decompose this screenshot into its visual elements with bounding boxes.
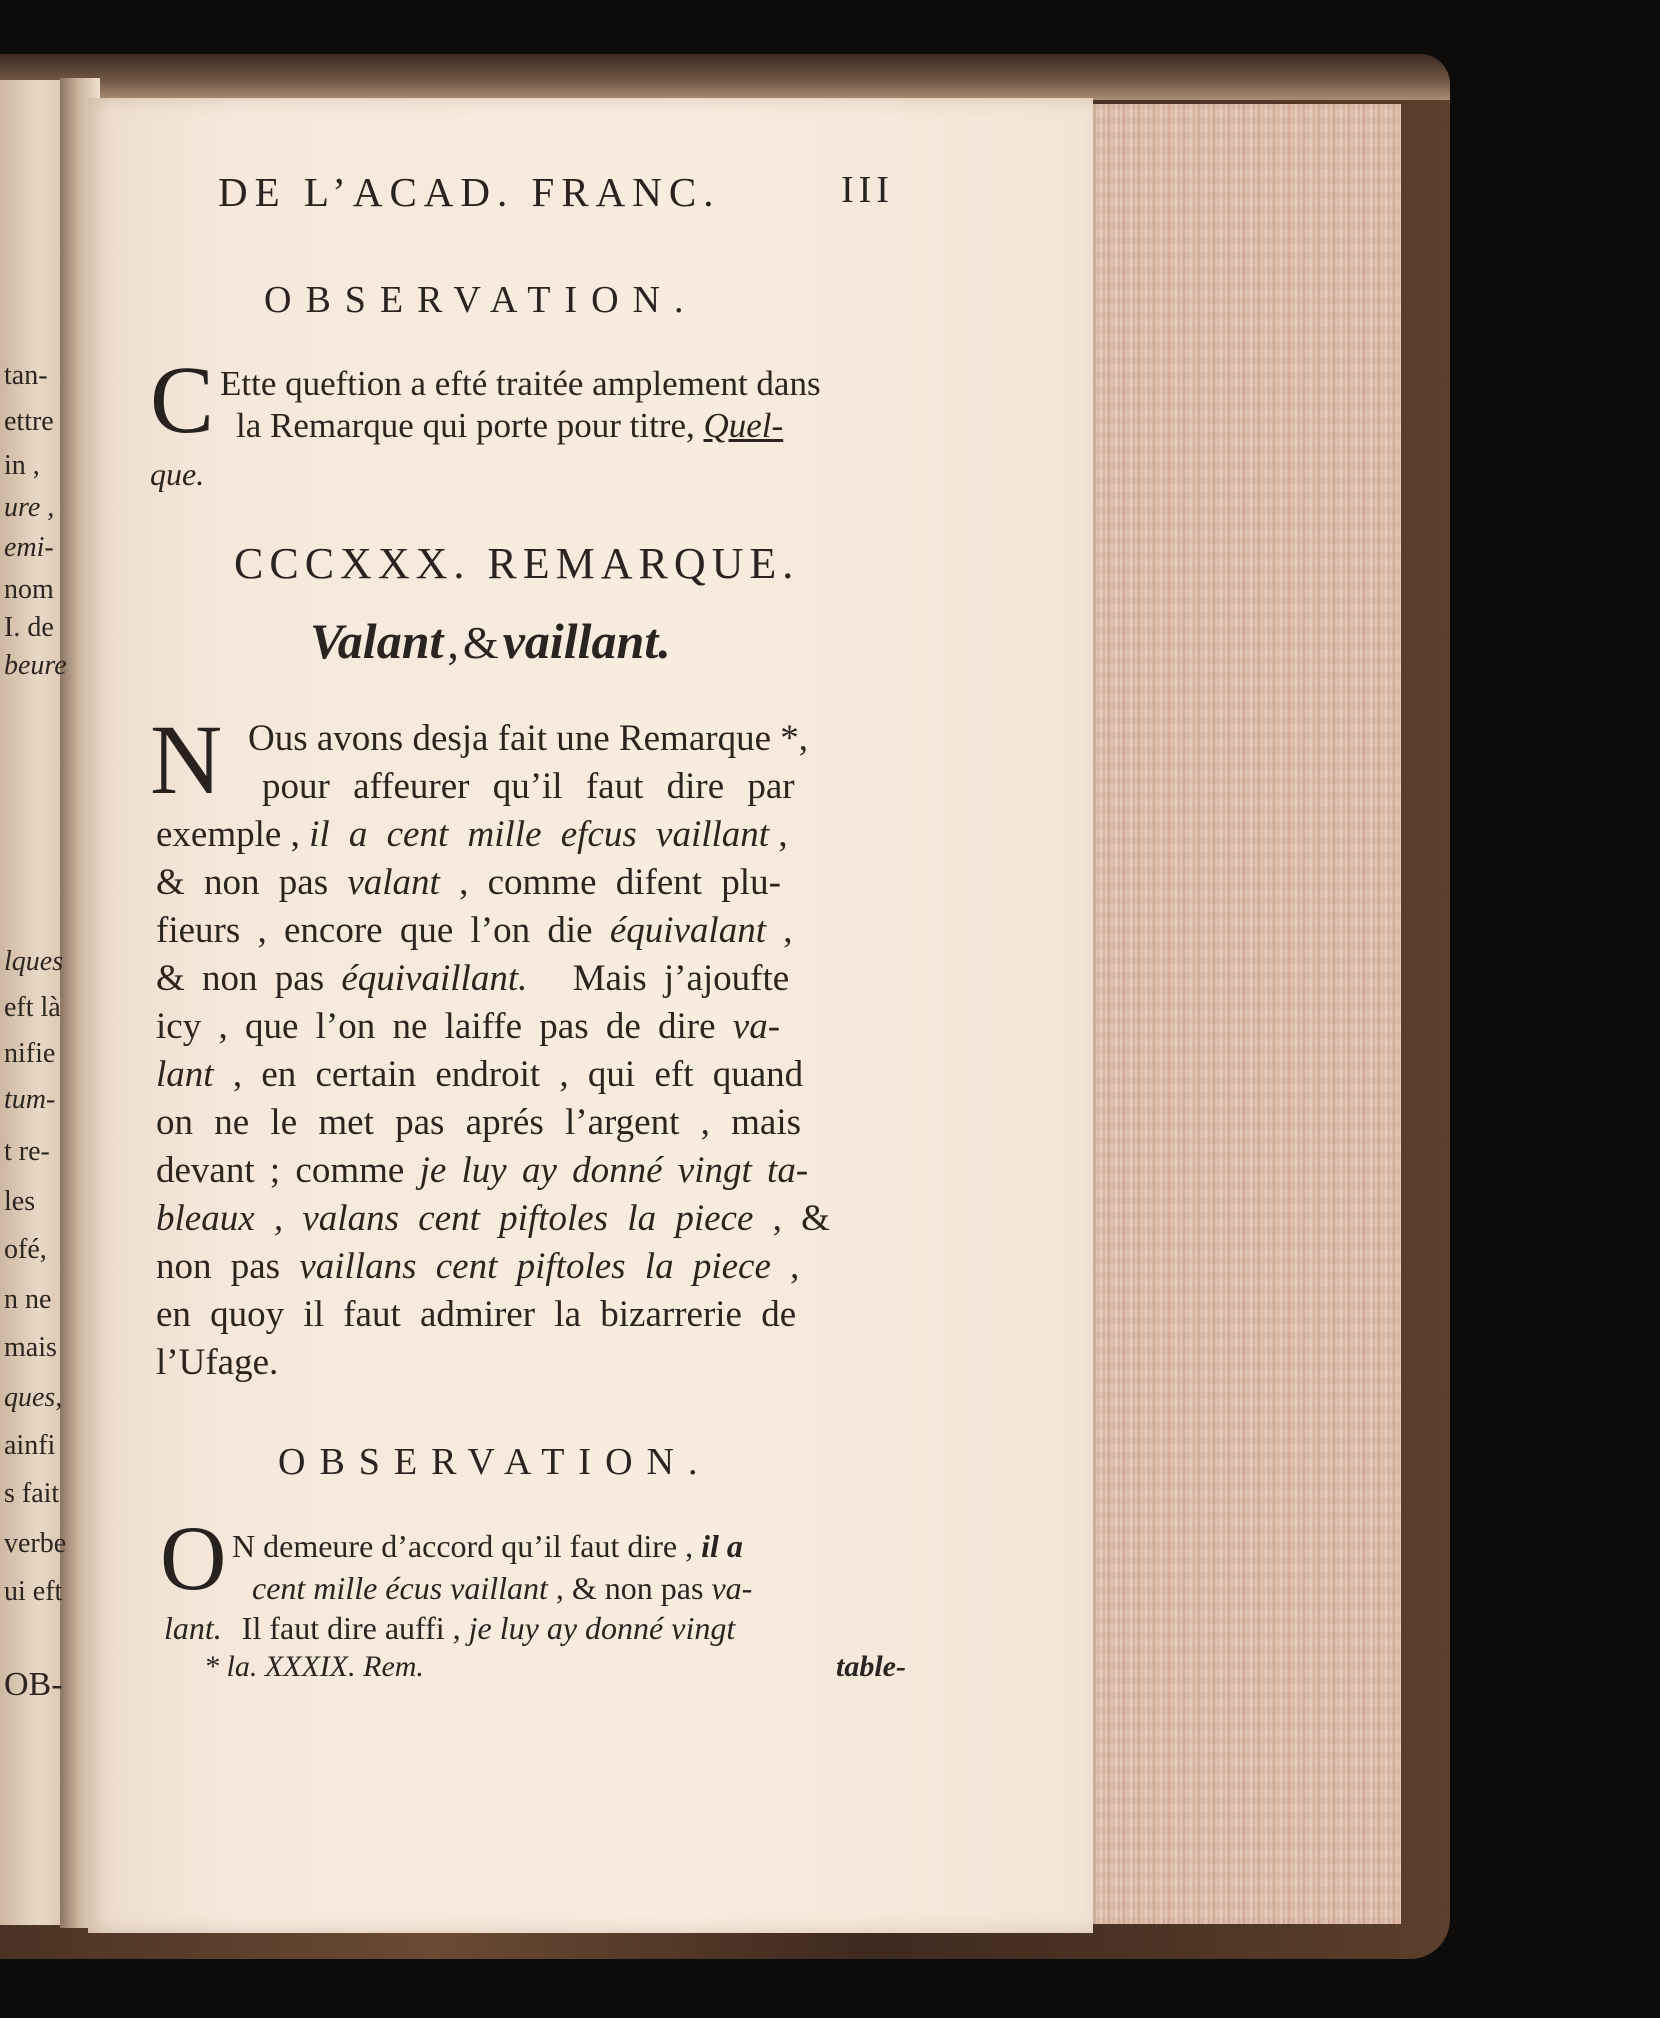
left-fragment: nifie xyxy=(4,1038,56,1069)
left-fragment: verbe xyxy=(4,1528,67,1559)
page-number: III xyxy=(841,169,894,211)
left-fragment: in , xyxy=(4,450,40,481)
left-fragment: mais xyxy=(4,1332,57,1363)
text-line: on ne le met pas aprés l’argent , mais xyxy=(156,1102,802,1143)
text-line xyxy=(236,408,783,443)
drop-cap: C xyxy=(150,346,215,453)
text-span: , xyxy=(778,814,788,855)
italic-span: il a cent mille efcus vaillant xyxy=(309,814,770,855)
title-ampersand: & xyxy=(462,617,499,668)
title-separator: , xyxy=(447,617,459,668)
text-span: devant ; comme xyxy=(156,1150,405,1191)
remarque-title xyxy=(310,612,671,670)
left-fragment: tum- xyxy=(4,1084,56,1115)
text-span: N demeure d’accord qu’il faut dire , xyxy=(232,1528,694,1564)
text-span: & non pas xyxy=(156,862,329,903)
left-fragment: s fait xyxy=(4,1478,60,1509)
text-line xyxy=(156,960,789,997)
drop-cap: N xyxy=(150,704,223,815)
left-fragment: ettre xyxy=(4,406,54,437)
observation-heading: OBSERVATION. xyxy=(264,279,698,321)
running-head: DE L’ACAD. FRANC. xyxy=(218,169,721,215)
page-edges xyxy=(1093,104,1401,1924)
text-span: fieurs , encore que l’on die xyxy=(156,910,593,951)
text-span: , comme difent plu- xyxy=(459,862,781,903)
text-span: Mais j’ajoufte xyxy=(572,958,790,999)
italic-span: va- xyxy=(711,1570,753,1606)
text-line xyxy=(164,1612,735,1644)
text-line xyxy=(156,1008,780,1045)
italic-span: valant xyxy=(347,862,440,903)
left-fragment: I. de xyxy=(4,612,54,643)
italic-span: je luy ay donné vingt ta- xyxy=(419,1150,809,1191)
left-fragment: eft là xyxy=(4,992,61,1023)
text-line: que. xyxy=(150,456,205,492)
italic-span: il a xyxy=(701,1528,743,1564)
text-line: l’Ufage. xyxy=(156,1342,279,1383)
italic-span: cent mille écus vaillant xyxy=(252,1570,548,1606)
text-line xyxy=(156,1152,808,1189)
left-fragment: ques, xyxy=(4,1382,63,1413)
text-span: & non pas xyxy=(156,958,325,999)
text-span: , & xyxy=(772,1198,830,1239)
remarque-heading: CCCXXX. REMARQUE. xyxy=(234,539,800,588)
text-line: Ous avons desja fait une Remarque *, xyxy=(248,718,808,759)
left-fragment: ure , xyxy=(4,492,55,523)
italic-span: bleaux , valans cent piftoles la piece xyxy=(156,1198,754,1239)
text-line xyxy=(156,1248,799,1285)
text-line xyxy=(156,816,788,853)
text-line xyxy=(232,1530,743,1562)
text-line xyxy=(156,864,781,901)
footnote: * la. XXXIX. Rem. xyxy=(204,1650,424,1683)
catchword: table- xyxy=(836,1650,906,1683)
text-span: , en certain endroit , qui eft quand xyxy=(232,1054,804,1095)
text-span: , & non pas xyxy=(555,1570,704,1606)
text-span: exemple , xyxy=(156,814,300,855)
left-fragment: ofé, xyxy=(4,1234,47,1265)
drop-cap: O xyxy=(160,1507,227,1609)
italic-span: lant. xyxy=(164,1610,222,1646)
italic-span: vaillans cent piftoles la piece xyxy=(299,1246,771,1287)
text-line xyxy=(156,912,793,949)
italic-span: je luy ay donné vingt xyxy=(468,1610,736,1646)
text-line xyxy=(252,1572,752,1604)
text-line: Ette queftion a efté traitée amplement dans xyxy=(220,364,821,403)
text-span: , xyxy=(790,1246,800,1287)
text-span: la Remarque qui porte pour titre, xyxy=(236,406,695,445)
left-fragment: beure xyxy=(4,650,67,681)
italic-ref: Quel- xyxy=(703,406,784,445)
italic-span: équivaillant. xyxy=(341,958,528,999)
left-fragment: OB- xyxy=(4,1666,63,1703)
left-fragment: emi- xyxy=(4,532,54,563)
text-span: , xyxy=(783,910,793,951)
observation-heading: OBSERVATION. xyxy=(278,1441,712,1483)
title-word: Valant xyxy=(310,613,444,669)
left-fragment: ainfi xyxy=(4,1430,56,1461)
italic-span: équivalant xyxy=(609,910,766,951)
left-fragment: lques xyxy=(4,946,64,977)
text-line: en quoy il faut admirer la bizarrerie de xyxy=(156,1294,797,1335)
left-fragment: t re- xyxy=(4,1136,50,1167)
text-span: icy , que l’on ne laiffe pas de dire xyxy=(156,1006,716,1047)
italic-span: va- xyxy=(732,1006,781,1047)
text-span: Il faut dire auffi , xyxy=(241,1610,461,1646)
text-line: pour affeurer qu’il faut dire par xyxy=(262,766,795,807)
text-line xyxy=(156,1056,803,1093)
book-top-edge xyxy=(0,54,1450,100)
text-line xyxy=(156,1200,830,1237)
left-fragment: nom xyxy=(4,574,54,605)
left-fragment: n ne xyxy=(4,1284,52,1315)
title-word: vaillant. xyxy=(502,613,671,669)
left-fragment: tan- xyxy=(4,360,48,391)
left-fragment: ui eft xyxy=(4,1576,63,1607)
text-span: non pas xyxy=(156,1246,281,1287)
left-fragment: les xyxy=(4,1186,36,1217)
italic-span: lant xyxy=(156,1054,214,1095)
